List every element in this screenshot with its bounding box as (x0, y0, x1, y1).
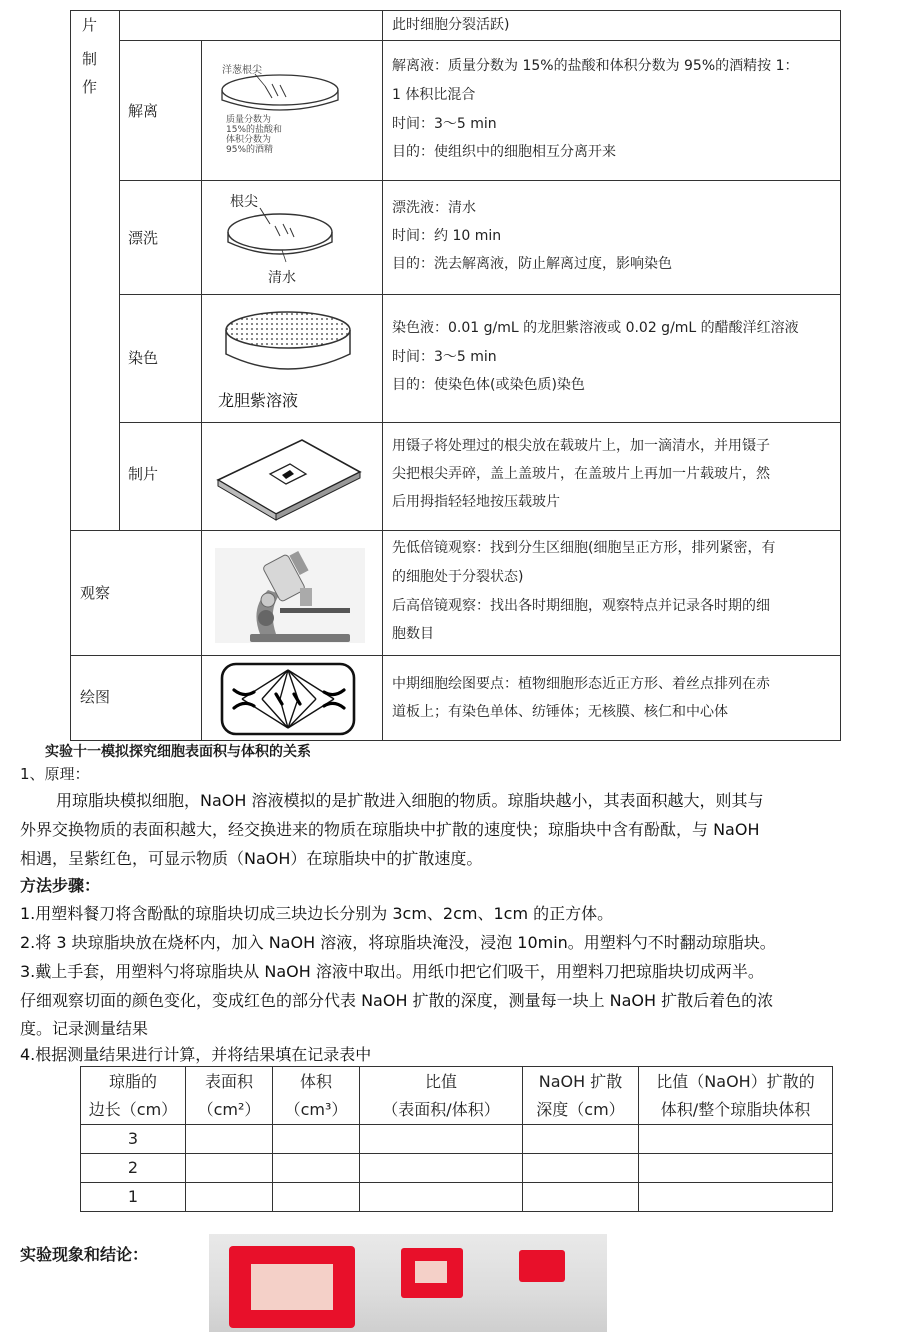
step-text-line: 中期细胞绘图要点：植物细胞形态近正方形、着丝点排列在赤 (392, 676, 770, 692)
table-row (81, 1154, 833, 1183)
dish-label: 根尖 (230, 194, 258, 210)
step-text-line: 解离液：质量分数为 15%的盐酸和体积分数为 95%的酒精按 1： (392, 58, 799, 74)
record-cell (273, 1183, 360, 1212)
record-cell (186, 1154, 273, 1183)
record-cell (360, 1125, 523, 1154)
record-cell (186, 1183, 273, 1212)
record-cell (639, 1183, 833, 1212)
record-cell (273, 1154, 360, 1183)
principle-line: 用琼脂块模拟细胞，NaOH 溶液模拟的是扩散进入细胞的物质。琼脂块越小，其表面积越大，则其与 (56, 791, 764, 810)
dish-label: 体积分数为 (226, 135, 272, 145)
agar-block-small (519, 1250, 565, 1282)
method-heading: 方法步骤： (20, 876, 101, 895)
step-text-line: 1 体积比混合 (392, 87, 476, 103)
record-header-cell: 表面积 （cm²） (186, 1067, 273, 1125)
top-note: 此时细胞分裂活跃) (392, 17, 510, 33)
method-line: 3.戴上手套，用塑料勺将琼脂块从 NaOH 溶液中取出。用纸巾把它们吸干，用塑料刀把琼脂块切成两半。 (20, 962, 764, 981)
dish-label: 龙胆紫溶液 (218, 391, 299, 410)
step-label: 绘图 (80, 688, 111, 706)
method-line: 度。记录测量结果 (20, 1019, 149, 1038)
step-label: 制片 (128, 465, 159, 483)
step-text-line: 尖把根尖弄碎，盖上盖玻片，在盖玻片上再加一片载玻片，然 (392, 466, 770, 482)
record-cell-length: 2 (81, 1154, 186, 1183)
step-text-line: 目的：使组织中的细胞相互分离开来 (392, 144, 616, 160)
agar-blocks-photo (209, 1234, 607, 1332)
record-cell (360, 1154, 523, 1183)
method-line: 4.根据测量结果进行计算，并将结果填在记录表中 (20, 1045, 372, 1064)
step-text-line: 的细胞处于分裂状态) (392, 569, 524, 585)
method-line: 2.将 3 块琼脂块放在烧杯内，加入 NaOH 溶液，将琼脂块淹没，浸泡 10min。用塑料勺不时翻动琼脂块。 (20, 933, 776, 952)
stain-dish-illustration (210, 302, 370, 414)
agar-block-large (229, 1246, 355, 1328)
experiment-title: 实验十一模拟探究细胞表面积与体积的关系 (45, 744, 311, 760)
record-cell-length: 1 (81, 1183, 186, 1212)
step-label: 解离 (128, 102, 159, 120)
dish-label: 质量分数为 (226, 115, 272, 125)
conclusion-label: 实验现象和结论： (20, 1245, 149, 1264)
step-text-line: 后高倍镜观察：找出各时期细胞，观察特点并记录各时期的细 (392, 598, 770, 614)
dish-label: 洋葱根尖 (222, 65, 262, 76)
section-label-char: 作 (82, 78, 98, 96)
record-header-cell: 比值 （表面积/体积） (360, 1067, 523, 1125)
step-text-line: 漂洗液：清水 (392, 200, 476, 216)
record-header-cell: 琼脂的 边长（cm） (81, 1067, 186, 1125)
record-cell (523, 1125, 639, 1154)
method-line: 1.用塑料餐刀将含酚酞的琼脂块切成三块边长分别为 3cm、2cm、1cm 的正方体。 (20, 904, 614, 923)
record-cell (639, 1154, 833, 1183)
record-header-cell: NaOH 扩散 深度（cm） (523, 1067, 639, 1125)
section-label-char: 制 (82, 50, 98, 68)
principle-line: 相遇，呈紫红色，可显示物质（NaOH）在琼脂块中的扩散速度。 (20, 849, 483, 868)
dissociation-dish-illustration (210, 58, 360, 168)
table-row (81, 1125, 833, 1154)
record-cell-length: 3 (81, 1125, 186, 1154)
step-text-line: 目的：使染色体(或染色质)染色 (392, 377, 585, 393)
step-text-line: 时间：约 10 min (392, 228, 502, 244)
step-label: 染色 (128, 349, 159, 367)
record-cell (360, 1183, 523, 1212)
step-text-line: 胞数目 (392, 626, 434, 642)
metaphase-cell-illustration (220, 662, 360, 738)
step-label: 漂洗 (128, 229, 159, 247)
rinse-dish-illustration (220, 190, 360, 290)
record-cell (639, 1125, 833, 1154)
slide-illustration (210, 430, 370, 525)
step-text-line: 用镊子将处理过的根尖放在载玻片上，加一滴清水，并用镊子 (392, 438, 770, 454)
record-cell (523, 1183, 639, 1212)
step-text-line: 目的：洗去解离液，防止解离过度，影响染色 (392, 256, 672, 272)
step-text-line: 时间：3～5 min (392, 349, 497, 365)
record-cell (523, 1154, 639, 1183)
dish-label: 15%的盐酸和 (226, 125, 283, 135)
step-text-line: 时间：3～5 min (392, 116, 497, 132)
record-header-cell: 比值（NaOH）扩散的 体积/整个琼脂块体积 (639, 1067, 833, 1125)
step-text-line: 先低倍镜观察：找到分生区细胞(细胞呈正方形，排列紧密，有 (392, 540, 776, 556)
step-text-line: 染色液：0.01 g/mL 的龙胆紫溶液或 0.02 g/mL 的醋酸洋红溶液 (392, 320, 799, 336)
steps-table (70, 10, 841, 741)
dish-label: 清水 (268, 270, 296, 286)
record-header-cell: 体积 （cm³） (273, 1067, 360, 1125)
method-line: 仔细观察切面的颜色变化，变成红色的部分代表 NaOH 扩散的深度，测量每一块上 NaOH 扩散后着色的浓 (20, 991, 774, 1010)
record-cell (186, 1125, 273, 1154)
table-row (81, 1183, 833, 1212)
step-text-line: 道板上；有染色单体、纺锤体；无核膜、核仁和中心体 (392, 704, 728, 720)
agar-block-medium (401, 1248, 463, 1298)
microscope-illustration (210, 538, 375, 650)
step-text-line: 后用拇指轻轻地按压载玻片 (392, 494, 560, 510)
section-label-char: 片 (82, 16, 98, 34)
step-label: 观察 (80, 584, 111, 602)
record-table (80, 1066, 833, 1212)
principle-line: 外界交换物质的表面积越大，经交换进来的物质在琼脂块中扩散的速度快；琼脂块中含有酚酞，与 NaOH (20, 820, 760, 839)
record-cell (273, 1125, 360, 1154)
principle-heading: 1、原理： (20, 765, 90, 783)
dish-label: 95%的酒精 (226, 145, 274, 155)
